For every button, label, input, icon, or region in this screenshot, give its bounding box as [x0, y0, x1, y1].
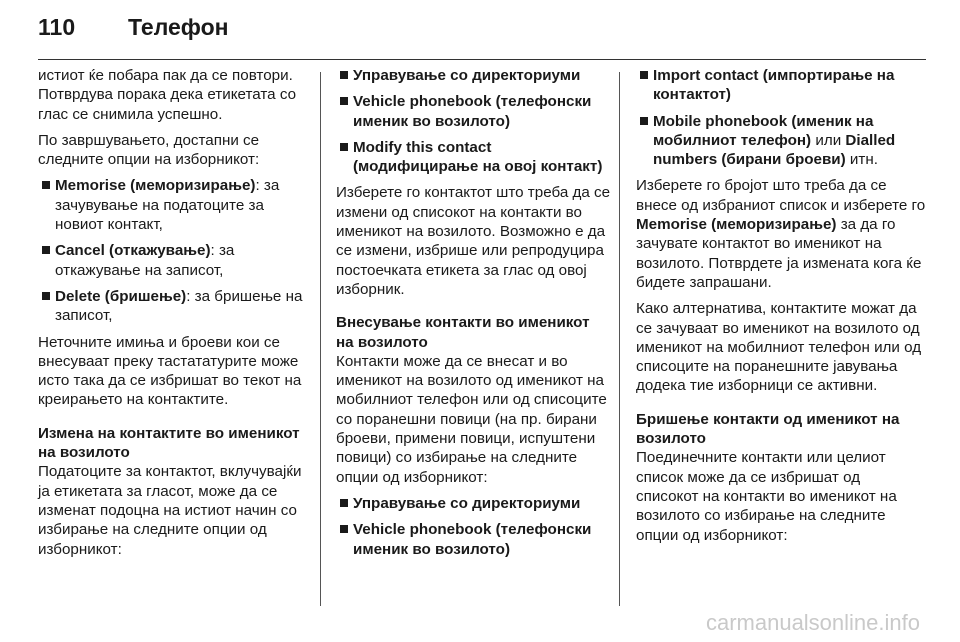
paragraph: истиот ќе побара пак да се повтори. Потврдува порака дека етикетата со глас се снимила успешно. [38, 67, 297, 123]
list-item: Memorise (меморизирање): за зачувување на податоците за новиот контакт, [38, 176, 313, 234]
paragraph: Податоците за контактот, вклучувајќи ја етикетата за гласот, може да се изменат подоцна на истиот начин со избирање на следните опции од изборникот: [38, 463, 302, 558]
list-item: Import contact (импортирање на контактот) [636, 66, 926, 105]
column-2 [336, 66, 611, 566]
list-item: Vehicle phonebook (телефонски именик во возилото) [336, 520, 611, 559]
bullet-icon [340, 143, 348, 151]
list-item: Управување со директориуми [336, 66, 611, 85]
section-heading: Бришење контакти од именикот на возилото [636, 410, 900, 448]
page-header [38, 14, 229, 50]
paragraph: Контакти може да се внесат и во именикот на возилото од именикот на мобилниот телефон или од списоците со поранешни повици (на пр. бирани броеви, примени повици, испуштени повици) со избирање на следните опции од изборникот: [336, 352, 607, 486]
bullet-icon [340, 71, 348, 79]
paragraph: Изберете го контактот што треба да се измени од списокот на контакти во именикот на возилото. Возможно е да се измени, избрише или репродуцира постоечката етикета за глас од овој изборник. [336, 184, 611, 298]
column-divider [320, 72, 321, 606]
page-number: 110 [38, 14, 76, 40]
column-divider [619, 72, 620, 606]
bullet-icon [42, 181, 50, 189]
list-item: Mobile phonebook (именик на мобилниот телефон) или Dialled numbers (бирани броеви) итн. [636, 112, 926, 170]
bullet-icon [640, 117, 648, 125]
paragraph: Изберете го бројот што треба да се внесе од избраниот список и изберете го Memorise (меморизирање) за да го зачувате контактот во именикот на возилото. Потврдете ја измената кога ќе бидете запрашани. [636, 177, 926, 291]
section-heading: Внесување контакти во именикот на возилото [336, 314, 590, 351]
paragraph: По завршувањето, достапни се следните опции на изборникот: [38, 131, 260, 169]
bullet-icon [42, 246, 50, 254]
list-item: Vehicle phonebook (телефонски именик во возилото) [336, 92, 611, 131]
paragraph: Поединечните контакти или целиот список може да се избришат од списокот на контакти во именикот на возилото со избирање на следните опции од изборникот: [636, 449, 897, 544]
paragraph: Како алтернатива, контактите можат да се зачуваат во именикот на возилото од именикот на мобилниот телефон или од списоците на поранешните јавувања додека тие изборници се активни. [636, 300, 922, 395]
bullet-icon [42, 292, 50, 300]
paragraph: Неточните имиња и броеви кои се внесуваат преку тастататурите може исто така да се избришат во текот на креирањето на контактите. [38, 333, 302, 409]
column-3 [636, 66, 926, 552]
bullet-icon [640, 71, 648, 79]
list-item: Управување со директориуми [336, 494, 611, 513]
column-1 [38, 66, 313, 566]
list-item: Delete (бришење): за бришење на записот, [38, 287, 313, 326]
list-item: Cancel (откажување): за откажување на записот, [38, 241, 313, 280]
bullet-icon [340, 97, 348, 105]
page-title: Телефон [128, 14, 229, 40]
section-heading: Измена на контактите во именикот на возилото [38, 424, 300, 462]
bullet-icon [340, 499, 348, 507]
list-item: Modify this contact (модифицирање на овој контакт) [336, 138, 611, 177]
header-divider [38, 59, 926, 60]
watermark: carmanualsonline.info [705, 610, 920, 635]
bullet-icon [340, 525, 348, 533]
